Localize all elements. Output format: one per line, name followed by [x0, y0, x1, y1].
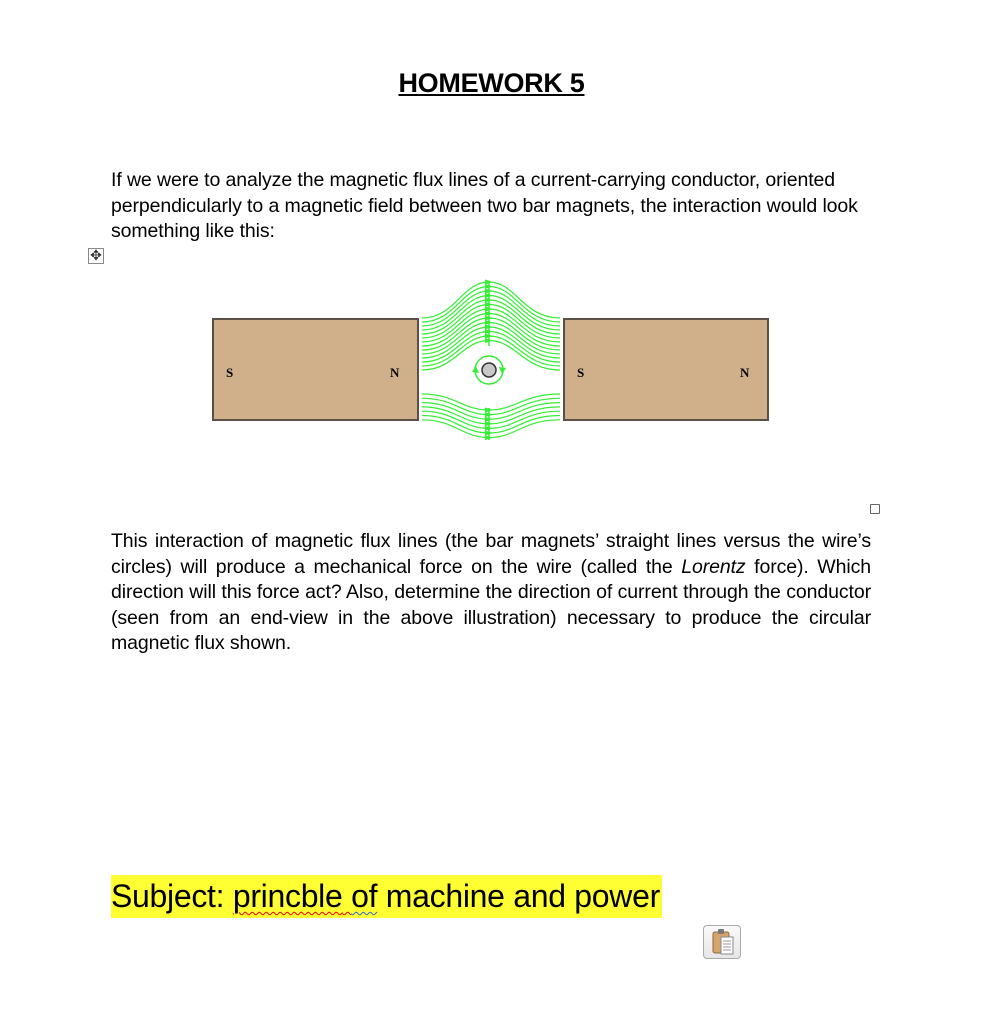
resize-handle[interactable]	[870, 504, 880, 514]
paste-options-icon	[704, 926, 740, 958]
flux-line	[422, 403, 560, 420]
question-text-1: This interaction of magnetic flux lines (the bar magnets’ straight lines versus the wire’s circles) will produce a mechanical force on the wire (called the	[111, 530, 871, 578]
circular-flux-arrow-right	[499, 367, 506, 374]
left-magnet-s-pole: S	[226, 365, 234, 380]
right-magnet-n-pole: N	[740, 365, 750, 380]
question-paragraph	[111, 529, 871, 657]
circular-flux-arrow-left	[472, 366, 479, 373]
paste-options-button[interactable]	[703, 925, 741, 959]
lorentz-italic: Lorentz	[681, 555, 746, 578]
misspelled-word[interactable]: princble	[232, 878, 343, 914]
left-bar-magnet	[213, 319, 418, 420]
page-title: HOMEWORK 5	[398, 68, 585, 98]
flux-line	[422, 394, 560, 410]
subject-label: Subject:	[111, 878, 233, 914]
move-handle-icon[interactable]: ✥	[88, 248, 104, 264]
intro-paragraph: If we were to analyze the magnetic flux lines of a current-carrying conductor, oriented perpendicularly to a magnetic field between two bar magnets, the interaction would look something like this:	[111, 169, 858, 243]
left-magnet-n-pole: N	[390, 365, 400, 380]
subject-rest: machine and power	[377, 878, 660, 914]
flux-line	[422, 398, 560, 414]
subject-line	[111, 875, 662, 918]
right-magnet-s-pole: S	[577, 365, 585, 380]
right-bar-magnet	[564, 319, 768, 420]
grammar-flag[interactable]: of	[351, 878, 378, 914]
magnet-flux-figure[interactable]	[200, 270, 780, 450]
flux-lines	[422, 280, 560, 441]
conductor-wire	[482, 363, 496, 377]
question-text-2: force). Which direction will this force act? Also, determine the direction of current through the conductor (seen from an end-view in the above illustration) necessary to produce the circular magnetic flux shown.	[111, 555, 871, 655]
